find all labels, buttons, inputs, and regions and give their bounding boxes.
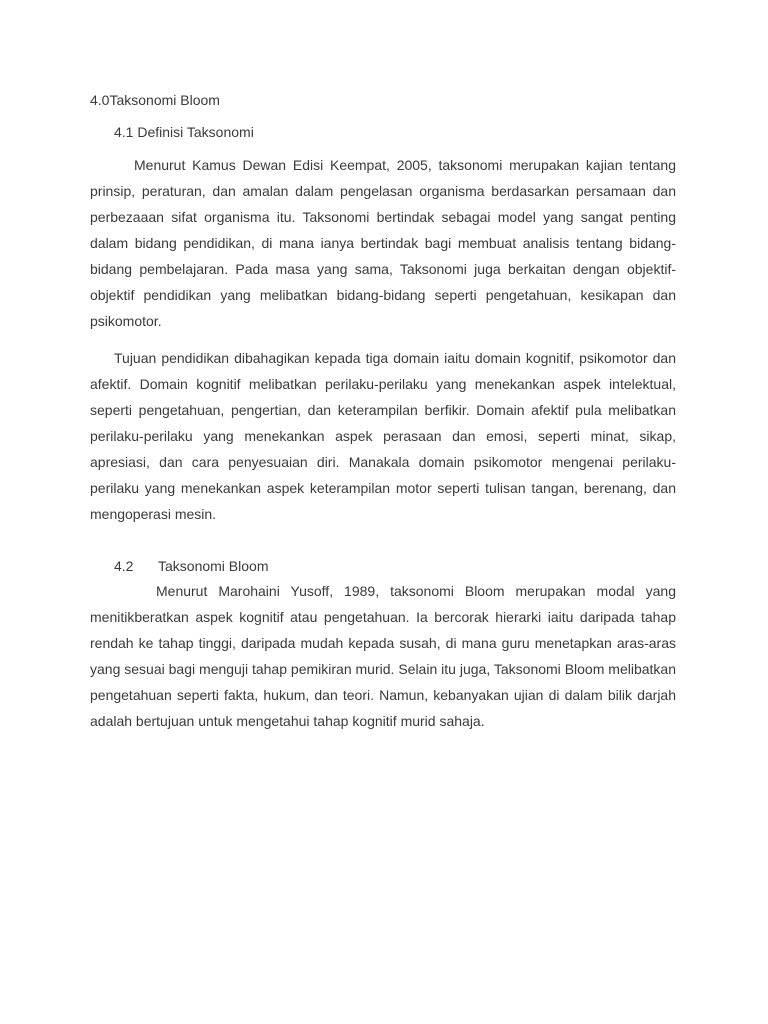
section-heading-4-0: 4.0Taksonomi Bloom xyxy=(90,92,220,108)
paragraph-taksonomi-bloom: Menurut Marohaini Yusoff, 1989, taksonomi Bloom merupakan modal yang menitikberatkan aspek kognitif atau pengetahuan. Ia bercorak hierarki iaitu daripada tahap rendah ke tahap tinggi, daripada mudah kepada susah, di mana guru menetapkan aras-aras yang sesuai bagi menguji tahap pemikiran murid. Selain itu juga, Taksonomi Bloom melibatkan pengetahuan seperti fakta, hukum, dan teori. Namun, kebanyakan ujian di dalam bilik darjah adalah bertujuan untuk mengetahui tahap kognitif murid sahaja. xyxy=(90,583,676,729)
section-number: 4.2 xyxy=(114,558,134,574)
section-heading-4-2 xyxy=(114,557,269,575)
paragraph-definisi: Menurut Kamus Dewan Edisi Keempat, 2005, taksonomi merupakan kajian tentang prinsip, peraturan, dan amalan dalam pengelasan organisma berdasarkan persamaan dan perbezaaan sifat organisma itu. Taksonomi bertindak sebagai model yang sangat penting dalam bidang pendidikan, di mana ianya bertindak bagi membuat analisis tentang bidang-bidang pembelajaran. Pada masa yang sama, Taksonomi juga berkaitan dengan objektif-objektif pendidikan yang melibatkan bidang-bidang seperti pengetahuan, kesikapan dan psikomotor. xyxy=(90,157,676,329)
section-heading-4-1: 4.1 Definisi Taksonomi xyxy=(114,124,254,140)
section-title: Taksonomi Bloom xyxy=(158,558,269,574)
paragraph-tujuan-pendidikan: Tujuan pendidikan dibahagikan kepada tiga domain iaitu domain kognitif, psikomotor dan afektif. Domain kognitif melibatkan perilaku-perilaku yang menekankan aspek intelektual, seperti pengetahuan, pengertian, dan keterampilan berfikir. Domain afektif pula melibatkan perilaku-perilaku yang menekankan aspek perasaan dan emosi, seperti minat, sikap, apresiasi, dan cara penyesuaian diri. Manakala domain psikomotor mengenai perilaku-perilaku yang menekankan aspek keterampilan motor seperti tulisan tangan, berenang, dan mengoperasi mesin. xyxy=(90,350,676,522)
